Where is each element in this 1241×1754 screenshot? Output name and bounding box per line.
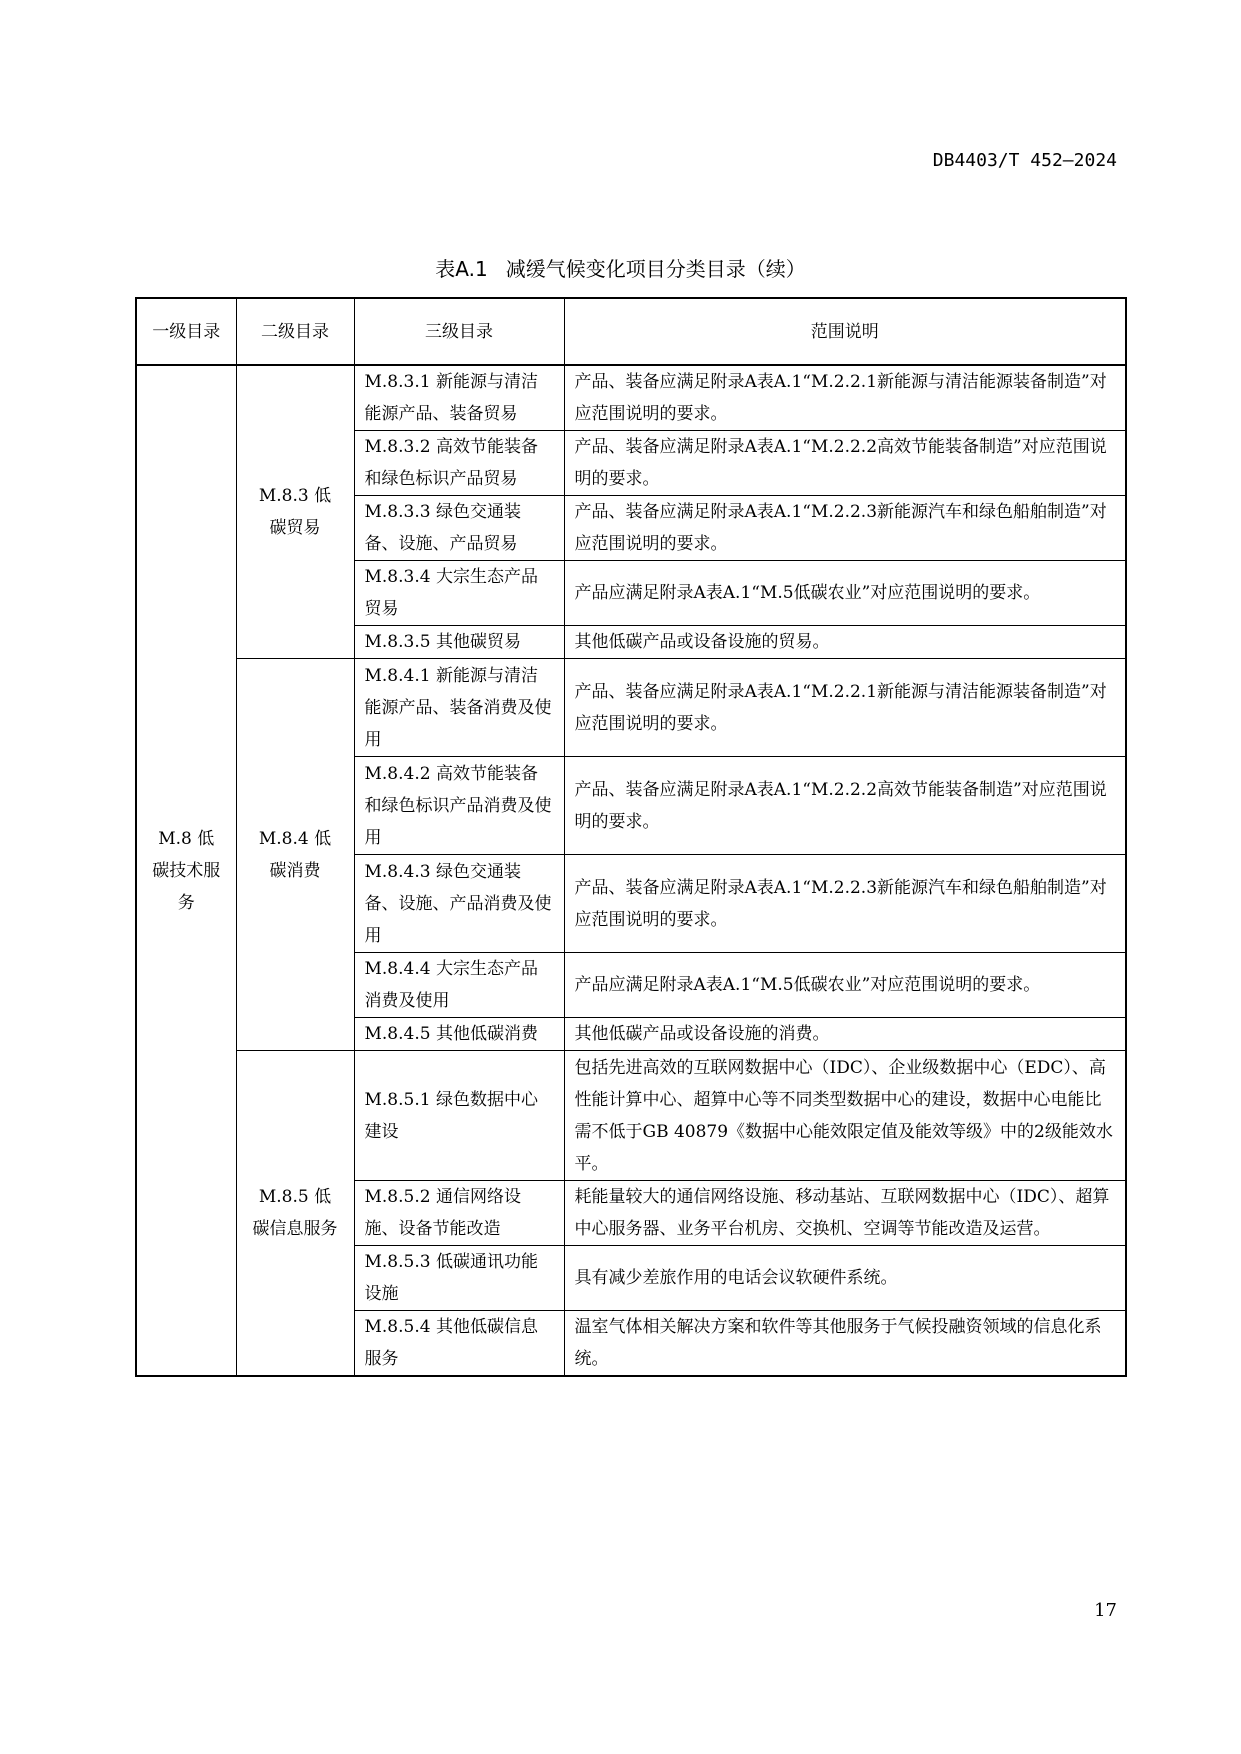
scope-cell: 产品、装备应满足附录A表A.1“M.2.2.3新能源汽车和绿色船舶制造”对应范围说明的要求。 [564,496,1126,561]
table-header-row [136,298,1126,365]
scope-cell: 产品应满足附录A表A.1“M.5低碳农业”对应范围说明的要求。 [564,953,1126,1018]
scope-cell: 产品、装备应满足附录A表A.1“M.2.2.1新能源与清洁能源装备制造”对应范围说明的要求。 [564,659,1126,757]
scope-cell: 温室气体相关解决方案和软件等其他服务于气候投融资领域的信息化系统。 [564,1311,1126,1377]
level2-cell: M.8.3 低碳贸易 [236,365,354,659]
classification-table [135,297,1127,1377]
scope-cell: 产品应满足附录A表A.1“M.5低碳农业”对应范围说明的要求。 [564,561,1126,626]
page-number: 17 [1094,1600,1117,1621]
table-caption-label: 表A.1 [435,257,488,281]
level3-cell: M.8.4.4 大宗生态产品消费及使用 [354,953,564,1018]
level2-cell: M.8.4 低碳消费 [236,659,354,1051]
table-caption [0,253,1241,282]
header-level1: 一级目录 [136,298,236,365]
table-row [136,365,1126,431]
level1-cell: M.8 低碳技术服务 [136,365,236,1376]
document-code: DB4403/T 452—2024 [932,150,1117,171]
scope-cell: 其他低碳产品或设备设施的贸易。 [564,626,1126,659]
header-level2: 二级目录 [236,298,354,365]
scope-cell: 耗能量较大的通信网络设施、移动基站、互联网数据中心（IDC）、超算中心服务器、业务平台机房、交换机、空调等节能改造及运营。 [564,1181,1126,1246]
scope-cell: 具有减少差旅作用的电话会议软硬件系统。 [564,1246,1126,1311]
table-row [136,659,1126,757]
header-level3: 三级目录 [354,298,564,365]
level3-cell: M.8.5.4 其他低碳信息服务 [354,1311,564,1377]
level3-cell: M.8.5.1 绿色数据中心建设 [354,1051,564,1181]
level3-cell: M.8.4.5 其他低碳消费 [354,1018,564,1051]
level3-cell: M.8.4.2 高效节能装备和绿色标识产品消费及使用 [354,757,564,855]
table-row [136,1051,1126,1181]
scope-cell: 其他低碳产品或设备设施的消费。 [564,1018,1126,1051]
scope-cell: 产品、装备应满足附录A表A.1“M.2.2.1新能源与清洁能源装备制造”对应范围说明的要求。 [564,365,1126,431]
level3-cell: M.8.3.1 新能源与清洁能源产品、装备贸易 [354,365,564,431]
table-caption-title: 减缓气候变化项目分类目录（续） [505,257,806,281]
level3-cell: M.8.3.5 其他碳贸易 [354,626,564,659]
scope-cell: 产品、装备应满足附录A表A.1“M.2.2.2高效节能装备制造”对应范围说明的要求。 [564,431,1126,496]
level2-cell: M.8.5 低碳信息服务 [236,1051,354,1377]
level3-cell: M.8.3.3 绿色交通装备、设施、产品贸易 [354,496,564,561]
header-scope: 范围说明 [564,298,1126,365]
level3-cell: M.8.5.2 通信网络设施、设备节能改造 [354,1181,564,1246]
scope-cell: 产品、装备应满足附录A表A.1“M.2.2.3新能源汽车和绿色船舶制造”对应范围说明的要求。 [564,855,1126,953]
scope-cell: 包括先进高效的互联网数据中心（IDC）、企业级数据中心（EDC）、高性能计算中心、超算中心等不同类型数据中心的建设，数据中心电能比需不低于GB 40879《数据中心能效限定值及能效等级》中的2级能效水平。 [564,1051,1126,1181]
level3-cell: M.8.5.3 低碳通讯功能设施 [354,1246,564,1311]
level3-cell: M.8.4.3 绿色交通装备、设施、产品消费及使用 [354,855,564,953]
level3-cell: M.8.3.2 高效节能装备和绿色标识产品贸易 [354,431,564,496]
level3-cell: M.8.3.4 大宗生态产品贸易 [354,561,564,626]
scope-cell: 产品、装备应满足附录A表A.1“M.2.2.2高效节能装备制造”对应范围说明的要求。 [564,757,1126,855]
level3-cell: M.8.4.1 新能源与清洁能源产品、装备消费及使用 [354,659,564,757]
